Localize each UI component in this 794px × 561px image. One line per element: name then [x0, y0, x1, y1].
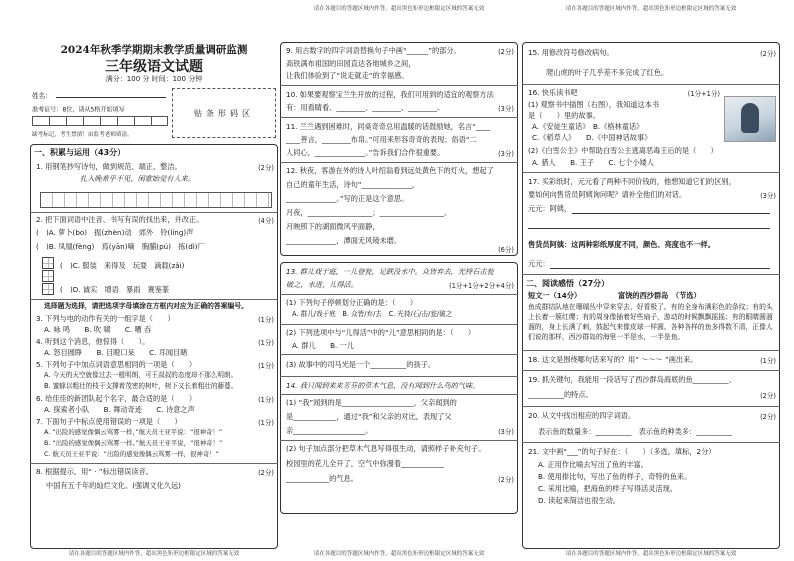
question-13-1: (1) 下列句子停顿划分正确的是：（ ） [286, 298, 418, 307]
question-16-1-options-2[interactable]: C.《稻草人》 D.《中国神话故事》 [532, 133, 652, 142]
question-6: 6. 给佳佳的新团队起个名字，最合适的是（ ） [36, 394, 197, 403]
question-12-points: (6分) [498, 246, 514, 254]
question-20-line-2[interactable]: 表示鱼的数量多：__________ 表示鱼的种类多：__________ [538, 427, 733, 436]
question-2-row-b: ( )B. 凤凰(fèng) 焉(yān)嘀 胸脯(pú) 拣(dì)厂 [36, 242, 205, 251]
question-3: 3. 下列与电的动作有关的一组字是（ ） [36, 314, 175, 323]
divider [30, 212, 278, 213]
pinyin-grid-box[interactable] [42, 283, 54, 295]
question-1: 1. 用钢笔抄写诗句，做到规范、端正、整洁。 [36, 162, 182, 171]
column-2 [280, 4, 518, 557]
question-6-points: (1分) [258, 396, 274, 404]
question-13-3[interactable]: (3) 故事中的司马光是一个__________的孩子。 [286, 360, 436, 369]
question-12-line-6[interactable]: ______________，潭面无风镜未磨。 [286, 236, 402, 245]
exam-sheet [8, 4, 788, 557]
divider [522, 84, 780, 85]
question-19-points: (2分) [760, 392, 776, 400]
column-3 [522, 4, 780, 557]
question-16-points: (1分+1分) [687, 90, 720, 98]
question-8: 8. 根据提示，用“ · ”标出错误读音。 [36, 467, 153, 476]
question-16-2-options[interactable]: A. 猎人 B. 王子 C. 七个小矮人 [532, 158, 654, 167]
question-2-row-a: ( )A. 萝卜(bo) 振(zhèn)动 郊外 铃(líng)声 [36, 228, 194, 237]
question-21-option-b[interactable]: B. 使用排比句，写出了鱼的样子，奇特的鱼来。 [538, 472, 692, 481]
question-9-line-2: 让我们体验到了“说走就走”的幸福感。 [286, 71, 409, 80]
question-17-points: (3分) [760, 192, 776, 200]
section-2-title: 二、阅读感悟（27分） [526, 279, 610, 288]
book-illustration [724, 96, 776, 142]
question-5-option-a[interactable]: A. 今天的天空就像过去一般明朗，可王叔叔的态度却不那么明朗。 [44, 371, 238, 379]
question-16-1-options-1[interactable]: A.《安徒生童话》 B.《格林童话》 [532, 122, 644, 131]
boundary-notice: 请在各题目的答题区域内作答，超出黑色矩形边框限定区域的答案无效 [313, 6, 485, 12]
absent-note: 缺考标记，考生禁填！由监考老师填涂。 [32, 132, 133, 138]
question-14-2-line-3[interactable]: ____________的气息。 [286, 474, 358, 483]
question-14-2: (2) 句子加点部分把草木气息写得很生动，请照样子补充句子。 [286, 444, 486, 453]
question-11-points: (3分) [498, 150, 514, 158]
question-17: 17. 买彩纸时，元元看了两种不同价钱的，他想知道它们的区别， [528, 177, 736, 186]
question-18: 18. 这文是围绕哪句话来写的？用“ ～～～ ”画出来。 [528, 355, 698, 364]
divider [522, 172, 780, 173]
question-14-2-points: (2分) [498, 476, 514, 484]
question-4-points: (1分) [258, 339, 274, 347]
question-17-yuan: 元元：阿姨， [528, 204, 572, 213]
student-info-box [30, 88, 170, 138]
question-7: 7. 下面句子中标点使用错误的一项是（ ） [36, 417, 182, 426]
question-20: 20. 从文中找出相应的四字词语。 [528, 411, 636, 420]
divider [522, 274, 780, 275]
question-14-1-points: (3分) [498, 428, 514, 436]
column-1 [30, 4, 278, 557]
question-4: 4. 听到这个消息，他惊得（ ）。 [36, 337, 150, 346]
question-10: 10. 如果要观察宝兰生开放的过程，我们可用到的适宜的观察方法 [286, 90, 494, 99]
question-14-1[interactable]: (1) “我”闻到的是____________________，父亲闻到的 [286, 398, 457, 407]
passage-text: 鱼成群结队地在珊瑚丛中穿来穿去，好看极了。有的全身布满彩色的条纹；有的头上长着一簇红缨；有的周身像插着好些扇子，游动的时候飘飘摇摇；有的眼睛圆溜溜的，身上长满了刺，鼓起气来像皮球一样圆。各种各样的鱼多得数不清，正像人们说的那样，西沙群岛的海里一半是水，一半是鱼。 [528, 303, 773, 341]
question-15-sentence[interactable]: 爬山虎的叶子几乎差不多完成了红色。 [546, 68, 669, 77]
question-21: 21. 文中画“___”的句子好在：（ ）（多选，填标，2分） [528, 447, 716, 456]
barcode-area: 贴条形码区 [172, 88, 276, 138]
question-12-line-2[interactable]: 自己的童年生活，诗句“______________， [286, 180, 420, 189]
boundary-notice: 请在各题目的答题区域内作答，超出黑色矩形边框限定区域的答案无效 [313, 551, 485, 557]
question-13-line-2: 破之，水迸，儿得活。 [286, 280, 358, 289]
question-19[interactable]: 19. 抓关键句，我能用一段话写了西沙群岛海底的鱼__________、 [528, 375, 736, 384]
question-13-1-options[interactable]: A. 群儿/戏于庭 B. 众皆/弃/去 C. 光持/石/击/瓮/破之 [292, 310, 453, 318]
question-13-2: (2) 下列选项中与“儿得活”中的“儿”意思相同的是：（ ） [286, 328, 476, 337]
question-2-row-d: ( )D. 诚实 增语 暴雨 赛鉴篆 [60, 285, 170, 294]
divider [522, 370, 780, 371]
question-7-points: (1分) [258, 419, 274, 427]
divider [280, 354, 518, 355]
boundary-notice: 请在各题目的答题区域内作答，超出黑色矩形边框限定区域的答案无效 [565, 551, 737, 557]
question-16-1-line-2: 是（ ）里的故事。 [528, 111, 600, 120]
boundary-notice: 请在各题目的答题区域内作答，超出黑色矩形边框限定区域的答案无效 [565, 6, 737, 12]
divider [280, 324, 518, 325]
divider [280, 294, 518, 295]
question-17-yuan-2: 元元： [528, 259, 550, 268]
exam-meta: 满分：100 分 时间：100 分钟 [105, 75, 203, 83]
question-15: 15. 用修改符号修改病句。 [528, 48, 614, 57]
question-21-option-c[interactable]: C. 采用比喻，把海鱼的样子写得活灵活现。 [538, 484, 677, 493]
question-8-points: (2分) [258, 469, 274, 477]
question-21-option-a[interactable]: A. 正用作比喻去写出了鱼的丰富。 [538, 460, 648, 469]
question-21-option-d[interactable]: D. 读起来简洁也很生动。 [538, 496, 620, 505]
question-19-line-2[interactable]: __________的特点。 [528, 390, 593, 399]
exam-subtitle: 三年级语文试题 [105, 59, 203, 75]
question-13-points: (1分+1分+2分+4分) [449, 282, 514, 290]
divider [522, 350, 780, 351]
question-1-points: (2分) [258, 164, 274, 172]
question-18-points: (1分) [760, 357, 776, 365]
question-7-option-c[interactable]: C. 航天员王亚平说：“出险的感觉像偶云骂雾一样，很神奇！” [44, 450, 219, 458]
answer-line[interactable] [572, 213, 770, 214]
divider [30, 299, 278, 300]
question-16: 16. 快乐读书吧 [528, 88, 578, 97]
question-13: 13. 群儿戏于庭，一儿登瓮，足跌没水中。众皆弃去，光持石击瓮 [286, 267, 494, 276]
question-16-2: (2)《白雪公主》中帮助白雪公主逃离恶毒王后的是（ ） [528, 146, 718, 155]
question-17-line-2: 要如何向售货员阿姨询问呢？请补全他们的对话。 [528, 190, 687, 199]
question-2: 2. 把下面词语中注音、书写有误的找出来，并改正。 [36, 215, 204, 224]
question-14-1-line-2[interactable]: 是____________，通过“我”和父亲的对比，表现了父 [286, 412, 452, 421]
question-6-options[interactable]: A. 探索者小队 B. 舞动奇迹 C. 诗意之声 [44, 405, 195, 414]
question-2-row-c: ( )C. 服装 来得及 玩耍 滴载(zǎi) [60, 261, 185, 270]
question-11: 11. 兰兰遇到困难时，同桌奇奇总用温暖的话鼓励她，名言“____ [286, 122, 491, 131]
divider [280, 162, 518, 163]
pinyin-grid-box[interactable] [42, 257, 54, 269]
question-7-option-a[interactable]: A. “出险的感觉像偶云骂雾一样，”航天员王亚平说：“很神奇！” [44, 428, 223, 436]
question-12-line-3[interactable]: ______________。”写的正是这个意思。 [286, 194, 409, 203]
question-10-points: (3分) [498, 105, 514, 113]
question-14: 14. 我只闻到来来芳芬的草木气息，没有闻到什么鸟的气味。 [286, 381, 480, 390]
divider [522, 406, 780, 407]
id-number-field[interactable] [32, 116, 168, 126]
passage-title: 富饶的西沙群岛 （节选） [618, 291, 701, 300]
question-9: 9. 用古数字的四字词语替换句子中画“______”的部分。 [286, 46, 461, 55]
id-label: 准考证号：8位，请从5格开始填写 [32, 105, 125, 114]
question-11-line-2[interactable]: ____善言，________布帛。”可用来形容奇奇的表现；俗语“二 [286, 135, 477, 144]
question-4-options[interactable]: A. 怒目圆睁 B. 目瞪口呆 C. 耳闻目睹 [44, 348, 188, 357]
divider [280, 394, 518, 395]
question-11-line-3[interactable]: 人同心，______________。”告诉我们合作很重要。 [286, 148, 445, 157]
question-1-poem: 扎入晚希乎不见，闲歌始觉有人来。 [80, 174, 196, 183]
answer-line[interactable] [528, 228, 770, 229]
question-7-option-b[interactable]: B. “出险的感觉像偶云骂雾一样。”航天员王亚平说，“很神奇！” [44, 439, 223, 447]
exam-title: 2024年秋季学期期末教学质量调研监测 [60, 44, 248, 56]
question-8-sentence[interactable]: 中国有五千年的灿烂文化。(强调文化久远) [46, 481, 181, 490]
divider [280, 117, 518, 118]
question-14-1-line-3[interactable]: 亲____________________。 [286, 426, 373, 435]
divider [280, 85, 518, 86]
section-1-title: 一、积累与运用（43分） [34, 148, 126, 157]
boundary-notice: 请在各题目的答题区域内作答，超出黑色矩形边框限定区域的答案无效 [68, 551, 240, 557]
question-5: 5. 下列句子中加点词语意思相同的一项是（ ） [36, 360, 197, 369]
question-14-2-line-2[interactable]: 校园里的花儿全开了，空气中弥漫着____________ [286, 459, 445, 468]
question-17-clerk: 售货员阿姨：这两种彩纸厚度不同，颜色、亮度也不一样。 [528, 240, 715, 249]
question-9-line-1: 高铁满布祖国的田园直达各地城乡之间， [286, 59, 416, 68]
question-12-line-4[interactable]: 月夜，__________________；__________________。 [286, 208, 452, 217]
copy-writing-box[interactable] [40, 192, 272, 208]
question-12: 12. 秋夜，客游在外的诗人叶绍翁看到远处黄色下的灯火，想起了 [286, 166, 494, 175]
question-5-points: (1分) [258, 362, 274, 370]
divider [522, 442, 780, 443]
name-field[interactable] [56, 97, 166, 98]
passage-label: 短文一（14分） [528, 291, 582, 300]
question-20-points: (2分) [760, 413, 776, 421]
name-label: 姓名： [32, 92, 52, 100]
question-15-points: (2分) [760, 50, 776, 58]
question-16-1: (1) 观察书中插图（右图），我知道这本书 [528, 100, 660, 109]
choice-instruction: 选择题为选择，请把选项字母填涂在方框内对应为正确的答案编号。 [44, 302, 248, 310]
question-2-points: (4分) [258, 217, 274, 225]
question-5-option-b[interactable]: B. 蜜蜂以粗壮的枝干支撑着茂密的树叶，树下又长着粗壮的藤蔓。 [44, 382, 238, 390]
question-12-line-5: 月映照下的湖面微风平面静， [286, 222, 380, 231]
divider [30, 463, 278, 464]
question-10-line-2[interactable]: 有：用看睛看、________、________、________。 [286, 103, 445, 112]
question-3-options[interactable]: A. 咏 鸣 B. 吹 啸 C. 嘈 吞 [44, 325, 152, 334]
question-9-points: (2分) [498, 48, 514, 56]
divider [280, 440, 518, 441]
answer-line[interactable] [550, 268, 770, 269]
pinyin-grid-box[interactable] [42, 270, 54, 282]
question-3-points: (1分) [258, 316, 274, 324]
question-13-2-options[interactable]: A. 群儿 B. 一儿 [292, 341, 354, 350]
divider [280, 376, 518, 377]
